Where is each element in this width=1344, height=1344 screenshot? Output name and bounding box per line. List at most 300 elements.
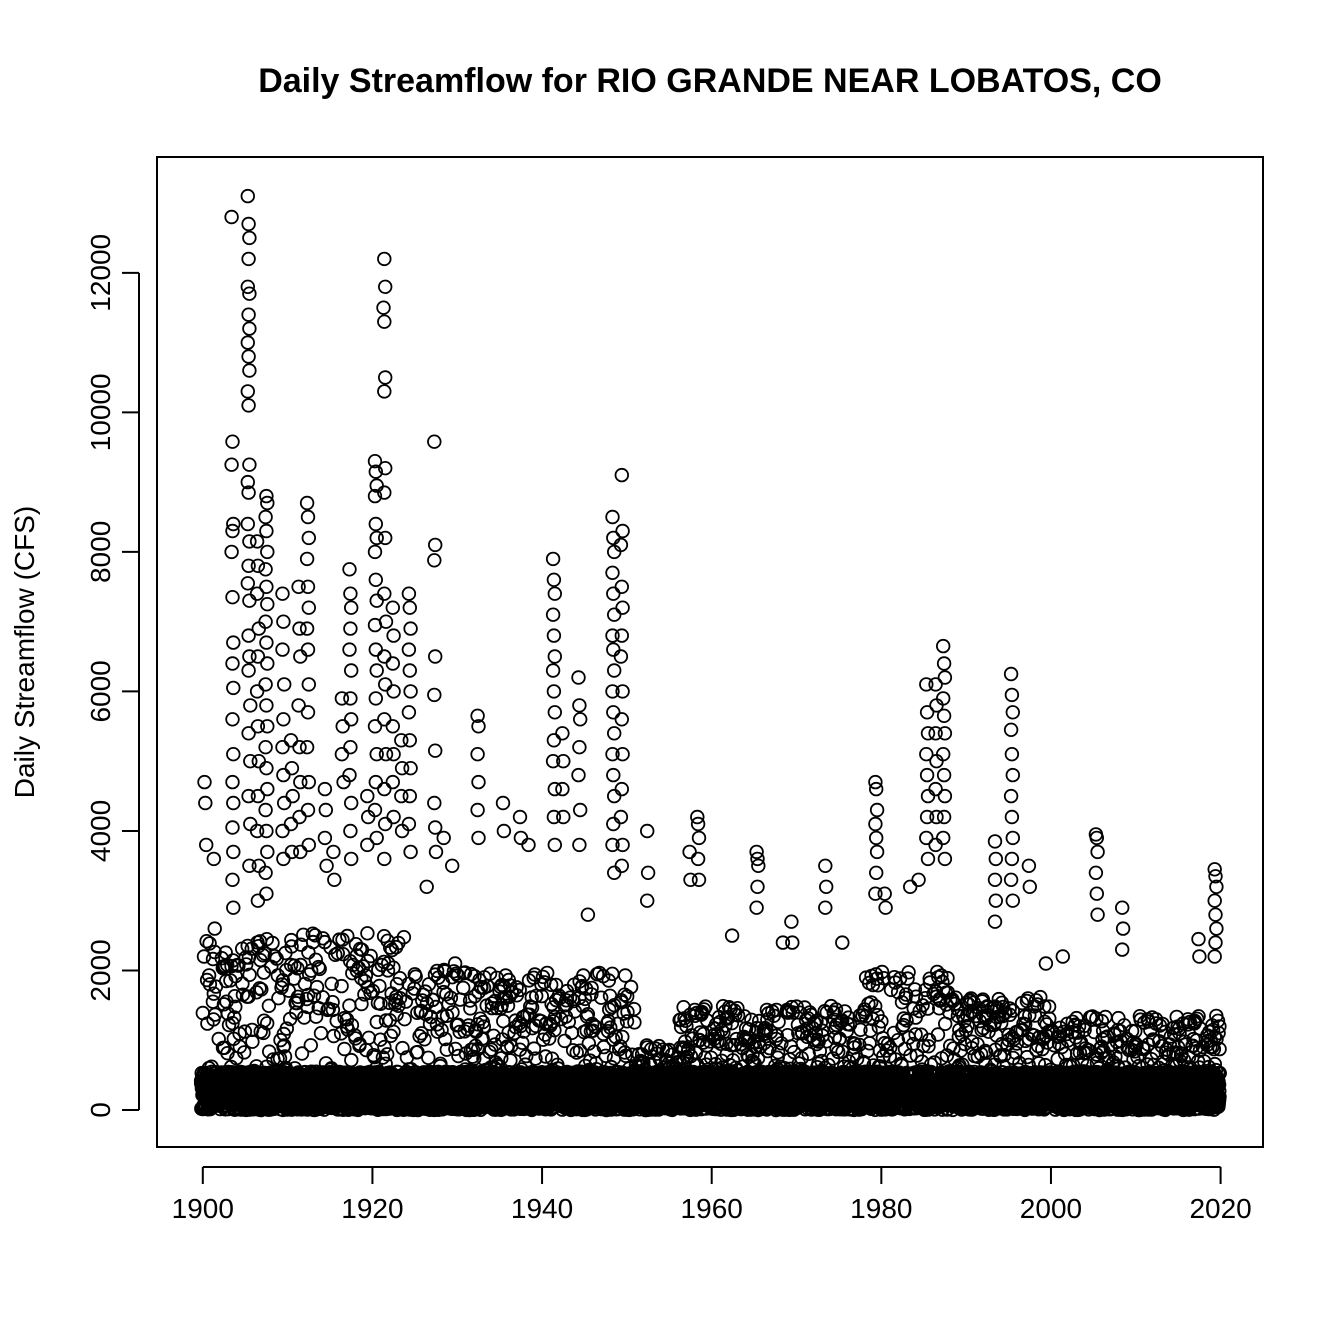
data-point bbox=[303, 601, 316, 614]
data-point bbox=[345, 797, 358, 810]
data-point bbox=[226, 874, 239, 887]
data-point bbox=[226, 713, 239, 726]
x-tick-label: 1920 bbox=[341, 1193, 404, 1224]
data-point bbox=[387, 720, 400, 733]
data-point bbox=[750, 901, 763, 914]
data-point bbox=[922, 853, 935, 866]
data-point bbox=[242, 350, 255, 363]
data-point bbox=[1006, 853, 1019, 866]
data-point bbox=[472, 776, 485, 789]
data-point bbox=[242, 253, 255, 266]
data-point bbox=[294, 846, 307, 859]
data-point bbox=[259, 678, 272, 691]
data-point bbox=[1006, 689, 1019, 702]
data-point bbox=[344, 741, 357, 754]
data-point bbox=[293, 811, 306, 824]
data-point bbox=[404, 664, 417, 677]
data-point bbox=[199, 797, 212, 810]
data-point bbox=[327, 1030, 340, 1043]
data-point bbox=[938, 710, 951, 723]
data-point bbox=[1116, 901, 1129, 914]
data-point bbox=[548, 629, 561, 642]
data-point bbox=[937, 640, 950, 653]
data-point bbox=[990, 853, 1003, 866]
data-point bbox=[606, 511, 619, 524]
data-point bbox=[607, 643, 620, 656]
data-point bbox=[606, 567, 619, 580]
data-point bbox=[227, 797, 240, 810]
data-point bbox=[260, 525, 273, 538]
data-point bbox=[198, 776, 211, 789]
data-point bbox=[820, 881, 833, 894]
data-point bbox=[548, 574, 561, 587]
data-point bbox=[227, 901, 240, 914]
data-point bbox=[378, 783, 391, 796]
data-point bbox=[616, 581, 629, 594]
data-point bbox=[260, 887, 273, 900]
data-point bbox=[446, 860, 459, 873]
data-point bbox=[471, 748, 484, 761]
data-point bbox=[556, 727, 569, 740]
data-point bbox=[428, 797, 441, 810]
data-point bbox=[429, 744, 442, 757]
x-tick-label: 1980 bbox=[850, 1193, 913, 1224]
data-point bbox=[244, 818, 257, 831]
data-point bbox=[430, 846, 443, 859]
data-point bbox=[344, 622, 357, 635]
data-point bbox=[251, 535, 264, 548]
data-point bbox=[437, 832, 450, 845]
y-tick-label: 0 bbox=[85, 1102, 116, 1118]
data-point bbox=[278, 678, 291, 691]
data-point bbox=[819, 901, 832, 914]
data-point bbox=[305, 1039, 318, 1052]
data-point bbox=[504, 1054, 517, 1067]
data-point bbox=[1006, 811, 1019, 824]
data-point bbox=[404, 622, 417, 635]
data-point bbox=[428, 435, 441, 448]
data-point bbox=[310, 1010, 323, 1023]
data-point bbox=[1193, 950, 1206, 963]
data-point bbox=[261, 720, 274, 733]
data-point bbox=[692, 853, 705, 866]
data-point bbox=[225, 458, 238, 471]
data-point bbox=[370, 776, 383, 789]
data-point bbox=[301, 497, 314, 510]
data-point bbox=[549, 587, 562, 600]
data-point bbox=[608, 608, 621, 621]
data-point bbox=[370, 832, 383, 845]
data-point bbox=[345, 601, 358, 614]
data-point bbox=[573, 839, 586, 852]
data-point bbox=[227, 636, 240, 649]
data-point bbox=[549, 839, 562, 852]
data-point bbox=[937, 832, 950, 845]
data-point bbox=[921, 769, 934, 782]
data-point bbox=[226, 435, 239, 448]
data-point bbox=[226, 657, 239, 670]
y-axis bbox=[85, 234, 139, 1118]
data-point bbox=[615, 650, 628, 663]
data-point bbox=[607, 587, 620, 600]
data-point bbox=[261, 846, 274, 859]
data-point bbox=[566, 1027, 579, 1040]
data-point bbox=[419, 985, 432, 998]
data-point bbox=[871, 804, 884, 817]
data-point bbox=[260, 581, 273, 594]
data-point bbox=[547, 608, 560, 621]
data-point bbox=[286, 762, 299, 775]
data-point bbox=[319, 783, 332, 796]
data-point bbox=[345, 664, 358, 677]
data-point bbox=[922, 790, 935, 803]
data-point bbox=[1006, 748, 1019, 761]
data-point bbox=[912, 874, 925, 887]
data-point bbox=[616, 525, 629, 538]
data-point bbox=[616, 783, 629, 796]
data-point bbox=[252, 560, 265, 573]
data-point bbox=[819, 860, 832, 873]
data-point bbox=[243, 594, 256, 607]
data-point bbox=[208, 922, 221, 935]
data-point bbox=[396, 825, 409, 838]
data-point bbox=[1023, 860, 1036, 873]
data-point bbox=[261, 657, 274, 670]
data-point bbox=[870, 832, 883, 845]
data-point bbox=[303, 532, 316, 545]
data-point bbox=[572, 671, 585, 684]
data-point bbox=[242, 399, 255, 412]
plot-frame bbox=[157, 157, 1263, 1147]
data-point bbox=[1091, 846, 1104, 859]
data-point bbox=[522, 839, 535, 852]
data-point bbox=[328, 874, 341, 887]
data-point bbox=[878, 887, 891, 900]
data-point bbox=[641, 825, 654, 838]
data-point bbox=[836, 936, 849, 949]
data-point bbox=[1005, 790, 1018, 803]
data-point bbox=[387, 776, 400, 789]
data-point bbox=[259, 867, 272, 880]
data-point bbox=[243, 458, 256, 471]
data-point bbox=[259, 563, 272, 576]
data-point bbox=[498, 825, 511, 838]
data-point bbox=[370, 664, 383, 677]
data-point bbox=[1090, 867, 1103, 880]
data-point bbox=[464, 1002, 477, 1015]
chart-title: Daily Streamflow for RIO GRANDE NEAR LOBATOS, CO bbox=[258, 62, 1162, 100]
data-point bbox=[1007, 769, 1020, 782]
data-point bbox=[276, 643, 289, 656]
data-point bbox=[938, 657, 951, 670]
data-point bbox=[1209, 936, 1222, 949]
data-point bbox=[404, 790, 417, 803]
data-point bbox=[379, 281, 392, 294]
y-tick-label: 10000 bbox=[85, 373, 116, 452]
data-point bbox=[285, 818, 298, 831]
data-point bbox=[276, 587, 289, 600]
data-point bbox=[227, 846, 240, 859]
data-point bbox=[370, 643, 383, 656]
data-point bbox=[344, 587, 357, 600]
data-point bbox=[549, 650, 562, 663]
data-point bbox=[608, 664, 621, 677]
data-point bbox=[403, 643, 416, 656]
data-point bbox=[260, 699, 273, 712]
data-point bbox=[260, 762, 273, 775]
data-point bbox=[1007, 706, 1020, 719]
data-point bbox=[607, 769, 620, 782]
data-point bbox=[607, 818, 620, 831]
data-point bbox=[1192, 933, 1205, 946]
data-point bbox=[572, 769, 585, 782]
data-point bbox=[616, 713, 629, 726]
data-point bbox=[548, 734, 561, 747]
data-point bbox=[428, 554, 441, 567]
data-point bbox=[1005, 874, 1018, 887]
data-point bbox=[251, 685, 264, 698]
data-point bbox=[379, 532, 392, 545]
data-point bbox=[683, 846, 696, 859]
data-point bbox=[242, 518, 255, 531]
data-point bbox=[343, 563, 356, 576]
data-point bbox=[607, 706, 620, 719]
data-point bbox=[573, 699, 586, 712]
data-point bbox=[294, 650, 307, 663]
data-point bbox=[243, 322, 256, 335]
data-point bbox=[403, 706, 416, 719]
data-point bbox=[574, 713, 587, 726]
data-point bbox=[378, 713, 391, 726]
data-point bbox=[1024, 881, 1037, 894]
y-tick-label: 12000 bbox=[85, 233, 116, 312]
data-point bbox=[939, 853, 952, 866]
data-point bbox=[404, 601, 417, 614]
data-point bbox=[574, 804, 587, 817]
data-point bbox=[939, 790, 952, 803]
data-point bbox=[378, 315, 391, 328]
data-point bbox=[302, 804, 315, 817]
data-point bbox=[904, 881, 917, 894]
x-tick-label: 1900 bbox=[171, 1193, 234, 1224]
data-point bbox=[1007, 894, 1020, 907]
data-point bbox=[1040, 957, 1053, 970]
data-point bbox=[869, 818, 882, 831]
data-point bbox=[387, 748, 400, 761]
data-point bbox=[1208, 950, 1221, 963]
data-point bbox=[628, 1016, 641, 1029]
data-point bbox=[404, 685, 417, 698]
data-points bbox=[195, 190, 1226, 1116]
data-point bbox=[641, 894, 654, 907]
data-point bbox=[378, 385, 391, 398]
x-tick-label: 2020 bbox=[1189, 1193, 1252, 1224]
data-point bbox=[285, 734, 298, 747]
y-tick-label: 6000 bbox=[85, 660, 116, 723]
data-point bbox=[370, 692, 383, 705]
data-point bbox=[225, 546, 238, 559]
data-point bbox=[693, 874, 706, 887]
data-point bbox=[616, 629, 629, 642]
data-point bbox=[452, 1050, 465, 1063]
data-point bbox=[259, 615, 272, 628]
data-point bbox=[303, 776, 316, 789]
data-point bbox=[344, 692, 357, 705]
data-point bbox=[276, 741, 289, 754]
data-point bbox=[336, 748, 349, 761]
data-point bbox=[242, 190, 255, 203]
data-point bbox=[369, 546, 382, 559]
data-point bbox=[938, 769, 951, 782]
data-point bbox=[227, 748, 240, 761]
data-point bbox=[573, 741, 586, 754]
data-point bbox=[548, 685, 561, 698]
data-point bbox=[1116, 943, 1129, 956]
data-point bbox=[361, 790, 374, 803]
data-point bbox=[420, 881, 433, 894]
data-point bbox=[608, 727, 621, 740]
data-point bbox=[428, 689, 441, 702]
data-point bbox=[260, 825, 273, 838]
data-point bbox=[242, 308, 255, 321]
data-point bbox=[515, 832, 528, 845]
data-point bbox=[377, 301, 390, 314]
data-point bbox=[547, 664, 560, 677]
data-point bbox=[303, 678, 316, 691]
data-point bbox=[369, 804, 382, 817]
data-point bbox=[370, 518, 383, 531]
data-point bbox=[989, 915, 1002, 928]
data-point bbox=[320, 860, 333, 873]
data-point bbox=[320, 804, 333, 817]
data-point bbox=[302, 706, 315, 719]
data-point bbox=[277, 615, 290, 628]
data-point bbox=[1091, 887, 1104, 900]
data-point bbox=[1091, 908, 1104, 921]
data-point bbox=[429, 821, 442, 834]
y-tick-label: 8000 bbox=[85, 520, 116, 584]
data-point bbox=[379, 818, 392, 831]
data-point bbox=[939, 727, 952, 740]
data-point bbox=[259, 804, 272, 817]
data-point bbox=[404, 846, 417, 859]
data-point bbox=[370, 574, 383, 587]
data-point bbox=[243, 232, 256, 245]
data-point bbox=[343, 999, 356, 1012]
data-point bbox=[429, 539, 442, 552]
data-point bbox=[387, 811, 400, 824]
data-point bbox=[619, 969, 632, 982]
data-point bbox=[557, 811, 570, 824]
data-point bbox=[472, 832, 485, 845]
data-point bbox=[227, 682, 240, 695]
data-point bbox=[751, 881, 764, 894]
data-point bbox=[387, 629, 400, 642]
data-point bbox=[225, 211, 238, 224]
data-point bbox=[989, 835, 1002, 848]
data-point bbox=[345, 713, 358, 726]
data-point bbox=[242, 218, 255, 231]
data-point bbox=[1007, 832, 1020, 845]
data-point bbox=[547, 553, 560, 566]
data-point bbox=[286, 790, 299, 803]
data-point bbox=[276, 825, 289, 838]
data-point bbox=[315, 1027, 328, 1040]
data-point bbox=[380, 615, 393, 628]
data-point bbox=[404, 762, 417, 775]
data-point bbox=[327, 846, 340, 859]
data-point bbox=[259, 741, 272, 754]
data-point bbox=[939, 671, 952, 684]
data-point bbox=[242, 664, 255, 677]
data-point bbox=[252, 894, 265, 907]
data-point bbox=[1210, 922, 1223, 935]
data-point bbox=[403, 818, 416, 831]
data-point bbox=[549, 706, 562, 719]
y-axis-label: Daily Streamflow (CFS) bbox=[9, 505, 40, 799]
data-point bbox=[301, 741, 314, 754]
data-point bbox=[726, 929, 739, 942]
data-point bbox=[1209, 908, 1222, 921]
data-point bbox=[404, 734, 417, 747]
data-point bbox=[989, 874, 1002, 887]
data-point bbox=[556, 783, 569, 796]
data-point bbox=[302, 643, 315, 656]
data-point bbox=[786, 936, 799, 949]
data-point bbox=[344, 825, 357, 838]
data-point bbox=[261, 546, 274, 559]
data-point bbox=[345, 853, 358, 866]
data-point bbox=[261, 783, 274, 796]
data-point bbox=[582, 908, 595, 921]
data-point bbox=[278, 797, 291, 810]
data-point bbox=[303, 839, 316, 852]
x-tick-label: 1960 bbox=[680, 1193, 743, 1224]
data-point bbox=[1005, 668, 1018, 681]
x-tick-label: 1940 bbox=[510, 1193, 574, 1224]
data-point bbox=[929, 839, 942, 852]
data-point bbox=[261, 598, 274, 611]
data-point bbox=[302, 581, 315, 594]
data-point bbox=[362, 811, 375, 824]
data-point bbox=[693, 832, 706, 845]
data-point bbox=[1117, 922, 1130, 935]
data-point bbox=[242, 577, 255, 590]
data-point bbox=[277, 853, 290, 866]
y-tick-label: 4000 bbox=[85, 799, 116, 863]
data-point bbox=[870, 867, 883, 880]
data-point bbox=[277, 713, 290, 726]
data-point bbox=[616, 860, 629, 873]
data-point bbox=[429, 650, 442, 663]
data-point bbox=[370, 594, 383, 607]
data-point bbox=[378, 587, 391, 600]
data-point bbox=[990, 894, 1003, 907]
data-point bbox=[642, 867, 655, 880]
data-point bbox=[277, 769, 290, 782]
data-point bbox=[208, 853, 221, 866]
data-point bbox=[345, 1054, 358, 1067]
data-point bbox=[259, 511, 272, 524]
data-point bbox=[471, 804, 484, 817]
data-point bbox=[242, 336, 255, 349]
data-point bbox=[387, 1026, 400, 1039]
data-point bbox=[379, 678, 392, 691]
data-point bbox=[387, 657, 400, 670]
data-point bbox=[200, 839, 213, 852]
data-point bbox=[252, 860, 265, 873]
data-point bbox=[252, 622, 265, 635]
